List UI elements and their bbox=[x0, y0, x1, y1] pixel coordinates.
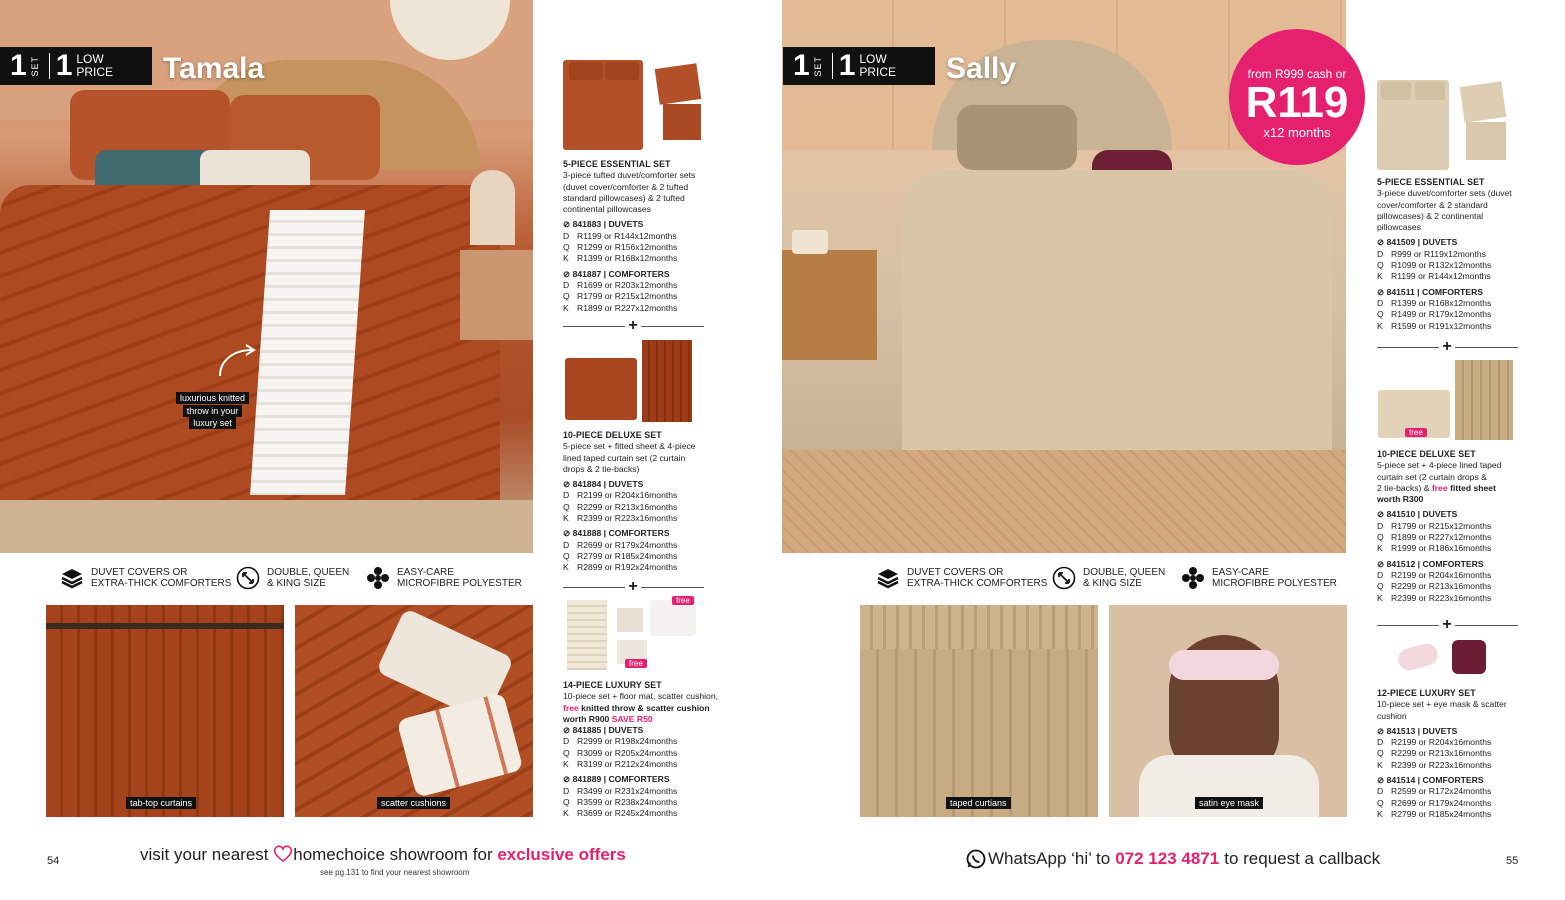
size: D bbox=[1377, 248, 1384, 259]
free-tag: free bbox=[672, 596, 694, 605]
price: R2799 or R185x24months bbox=[1391, 808, 1492, 819]
price: R1899 or R227x12months bbox=[577, 302, 678, 313]
striped-cushion bbox=[397, 692, 524, 798]
price: R1299 or R156x12months bbox=[577, 242, 678, 253]
size: D bbox=[1377, 737, 1384, 748]
scatter-cushions-photo bbox=[295, 605, 533, 817]
photo-caption: tab-top curtains bbox=[126, 797, 196, 809]
set-desc: lined taped curtain set (2 curtain bbox=[563, 452, 686, 463]
save-label: SAVE R50 bbox=[611, 713, 653, 724]
size: Q bbox=[1377, 797, 1384, 808]
code-header: ⊘ 841513 | DUVETS bbox=[1377, 725, 1458, 736]
price: R3099 or R205x24months bbox=[577, 747, 678, 758]
badge-low-price bbox=[859, 53, 896, 79]
olive-cushion bbox=[957, 105, 1077, 170]
product-type: COMFORTERS bbox=[1422, 775, 1484, 786]
curtain-set-image bbox=[1455, 360, 1513, 440]
fibre-cluster-icon bbox=[1181, 566, 1205, 590]
price-row bbox=[563, 736, 723, 747]
resize-arrows-icon bbox=[1052, 566, 1076, 590]
sally-luxury-set bbox=[1377, 688, 1537, 820]
badge-set-label: SET bbox=[29, 55, 40, 77]
product-code: 841511 bbox=[1386, 286, 1415, 297]
set-desc: pillowcases bbox=[1377, 222, 1421, 233]
footer-text: WhatsApp ‘hi’ to bbox=[988, 849, 1111, 868]
price-row bbox=[563, 513, 713, 524]
price-row bbox=[563, 759, 723, 770]
price: R2699 or R179x24months bbox=[1391, 797, 1492, 808]
annotation-line: luxurious knitted bbox=[176, 392, 249, 404]
price-row bbox=[563, 551, 713, 562]
product-code: 841514 bbox=[1386, 775, 1416, 786]
product-type: DUVETS bbox=[608, 479, 644, 490]
size: Q bbox=[1377, 748, 1384, 759]
badge-number: 1 bbox=[10, 49, 27, 82]
price: R1899 or R227x12months bbox=[1391, 532, 1492, 543]
page-number: 54 bbox=[47, 855, 60, 867]
size: K bbox=[563, 562, 569, 573]
badge-divider bbox=[832, 53, 833, 79]
continental-pillowcase-image bbox=[1466, 122, 1506, 160]
product-code: 841510 bbox=[1386, 509, 1416, 520]
set-title: 10-PIECE DELUXE SET bbox=[563, 430, 662, 440]
photo-caption: taped curtians bbox=[946, 797, 1011, 809]
feature-line: EXTRA-THICK COMFORTERS bbox=[91, 578, 232, 589]
price-row bbox=[563, 490, 713, 501]
price: R2399 or R223x16months bbox=[577, 513, 678, 524]
side-table bbox=[460, 250, 533, 340]
product-code: 841885 bbox=[572, 725, 602, 736]
price-row bbox=[1377, 809, 1537, 820]
footer-text: visit your nearest bbox=[140, 845, 274, 864]
price: R1399 or R168x12months bbox=[1391, 297, 1492, 308]
price: R999 or R119x12months bbox=[1391, 248, 1486, 259]
continental-pillowcase-image bbox=[655, 63, 702, 104]
price-row bbox=[1377, 260, 1527, 271]
resize-arrows-icon bbox=[236, 566, 260, 590]
price-row bbox=[1377, 581, 1537, 592]
code-header: ⊘ 841510 | DUVETS bbox=[1377, 509, 1458, 520]
product-code: 841513 bbox=[1386, 725, 1416, 736]
price-row bbox=[1377, 543, 1537, 554]
knitted-throw bbox=[250, 210, 365, 495]
scatter-cushion-image bbox=[1452, 640, 1486, 674]
tamala-essential-set bbox=[563, 159, 713, 314]
feature-sizes bbox=[236, 566, 349, 590]
price-row bbox=[1377, 748, 1537, 759]
footer-highlight: exclusive offers bbox=[497, 845, 626, 864]
code-header: ⊘ 841888 | COMFORTERS bbox=[563, 528, 670, 539]
price-row bbox=[1377, 532, 1537, 543]
plus-icon: + bbox=[1439, 339, 1455, 355]
curtain-valance bbox=[860, 605, 1098, 649]
scatter-cushion-image bbox=[617, 608, 643, 632]
size: D bbox=[1377, 786, 1384, 797]
annotation-line: luxury set bbox=[189, 417, 236, 429]
product-code: 841512 bbox=[1386, 558, 1416, 569]
price: R3199 or R212x24months bbox=[577, 759, 678, 770]
price-row bbox=[563, 291, 713, 302]
footer-subtext: see pg.131 to find your nearest showroom bbox=[320, 868, 470, 877]
fitted-sheet-image bbox=[565, 358, 637, 420]
product-type: COMFORTERS bbox=[1422, 558, 1484, 569]
free-tag: free bbox=[625, 659, 647, 668]
feature-line: & KING SIZE bbox=[1083, 578, 1142, 589]
size: Q bbox=[1377, 260, 1384, 271]
price: R2899 or R192x24months bbox=[577, 562, 678, 573]
set-desc: continental pillowcases bbox=[563, 204, 651, 215]
heart-icon bbox=[273, 845, 293, 862]
set-title: 14-PIECE LUXURY SET bbox=[563, 680, 662, 690]
price: R1399 or R168x12months bbox=[577, 253, 678, 264]
price-from: from R999 cash or bbox=[1247, 67, 1347, 81]
price: R1799 or R215x12months bbox=[1391, 520, 1492, 531]
range-title: Sally bbox=[946, 52, 1017, 85]
price: R1999 or R186x16months bbox=[1391, 543, 1492, 554]
badge-low-price bbox=[76, 53, 113, 79]
feature-duvet-types bbox=[60, 566, 231, 590]
price-row bbox=[1377, 760, 1537, 771]
pillow bbox=[605, 62, 639, 80]
knitted-throw-image bbox=[650, 600, 696, 636]
eye-mask-image bbox=[1396, 641, 1440, 673]
curtain-rod bbox=[46, 623, 284, 629]
badge-price: PRICE bbox=[859, 65, 897, 79]
size: D bbox=[563, 230, 570, 241]
size: Q bbox=[563, 501, 570, 512]
set-desc: 5-piece set + fitted sheet & 4-piece bbox=[563, 441, 696, 452]
set-desc: cushion bbox=[1377, 710, 1407, 721]
size: Q bbox=[1377, 581, 1384, 592]
feature-fabric bbox=[366, 566, 522, 590]
product-type: COMFORTERS bbox=[608, 774, 670, 785]
set-title: 10-PIECE DELUXE SET bbox=[1377, 449, 1476, 459]
essential-set-duvet-image bbox=[1377, 80, 1449, 170]
product-type: DUVETS bbox=[608, 219, 644, 230]
tamala-deluxe-set bbox=[563, 430, 713, 574]
size: D bbox=[1377, 297, 1384, 308]
product-code: 841888 bbox=[572, 528, 602, 539]
feature-sizes bbox=[1052, 566, 1165, 590]
price-row bbox=[1377, 249, 1527, 260]
size: Q bbox=[563, 747, 570, 758]
feature-line: & KING SIZE bbox=[267, 578, 326, 589]
free-label: free bbox=[1431, 482, 1448, 493]
price-row bbox=[1377, 321, 1527, 332]
feature-line: DOUBLE, QUEEN bbox=[1083, 567, 1166, 578]
set-title: 5-PIECE ESSENTIAL SET bbox=[1377, 177, 1485, 187]
price: R1499 or R179x12months bbox=[1391, 309, 1492, 320]
code-header: ⊘ 841885 | DUVETS bbox=[563, 725, 644, 736]
price: R3699 or R245x24months bbox=[577, 808, 678, 819]
price: R2399 or R223x16months bbox=[1391, 592, 1492, 603]
size: K bbox=[563, 513, 569, 524]
eye-mask bbox=[1169, 650, 1279, 680]
set-desc: (duvet cover/comforter & 2 tufted bbox=[563, 181, 689, 192]
size: Q bbox=[1377, 532, 1384, 543]
price: R2399 or R223x16months bbox=[1391, 759, 1492, 770]
price: R1099 or R132x12months bbox=[1391, 260, 1492, 271]
free-label: free bbox=[563, 702, 579, 713]
price-row bbox=[1377, 570, 1537, 581]
badge-low: LOW bbox=[76, 52, 104, 66]
size: D bbox=[563, 539, 570, 550]
nightstand-decor bbox=[792, 230, 828, 254]
size: D bbox=[563, 736, 570, 747]
pillow bbox=[1381, 82, 1411, 100]
price: R1599 or R191x12months bbox=[1391, 320, 1492, 331]
price-row bbox=[563, 562, 713, 573]
size: D bbox=[563, 279, 570, 290]
price: R2299 or R213x16months bbox=[1391, 581, 1492, 592]
set-desc: curtain set (2 curtain drops & bbox=[1377, 471, 1487, 482]
size: K bbox=[1377, 759, 1383, 770]
photo-caption: satin eye mask bbox=[1195, 797, 1263, 809]
price-row bbox=[563, 253, 713, 264]
badge-price: PRICE bbox=[76, 65, 114, 79]
code-header: ⊘ 841884 | DUVETS bbox=[563, 479, 644, 490]
product-type: DUVETS bbox=[608, 725, 644, 736]
price: R1699 or R203x12months bbox=[577, 279, 678, 290]
size: K bbox=[1377, 320, 1383, 331]
pillow bbox=[569, 62, 603, 80]
size: D bbox=[1377, 569, 1384, 580]
price: R2999 or R198x24months bbox=[577, 736, 678, 747]
price-row bbox=[1377, 737, 1537, 748]
feature-line: DUVET COVERS OR bbox=[907, 567, 1004, 578]
size: K bbox=[1377, 592, 1383, 603]
set-desc: worth R900 bbox=[563, 713, 612, 724]
plus-icon: + bbox=[1439, 617, 1455, 633]
one-set-low-price-badge bbox=[783, 47, 935, 85]
pillow bbox=[1415, 82, 1445, 100]
price-row bbox=[1377, 298, 1527, 309]
floor-mat-image bbox=[567, 600, 607, 670]
product-code: 841884 bbox=[572, 479, 602, 490]
price-row bbox=[563, 748, 723, 759]
feature-line: MICROFIBRE POLYESTER bbox=[397, 578, 522, 589]
badge-number: 1 bbox=[838, 49, 856, 82]
price-row bbox=[1377, 798, 1537, 809]
product-type: COMFORTERS bbox=[1421, 286, 1484, 297]
tamala-luxury-set bbox=[563, 680, 723, 820]
price-row bbox=[563, 502, 713, 513]
curtain-set-image bbox=[642, 340, 692, 422]
feature-line: EASY-CARE bbox=[397, 567, 454, 578]
stacked-duvet-icon bbox=[876, 566, 900, 590]
size: K bbox=[1377, 543, 1383, 554]
price-row bbox=[563, 797, 723, 808]
size: K bbox=[1377, 808, 1383, 819]
product-code: 841883 bbox=[572, 219, 602, 230]
continental-pillowcase-image bbox=[1460, 81, 1507, 122]
price-row bbox=[1377, 521, 1537, 532]
stacked-duvet-icon bbox=[60, 566, 84, 590]
code-header: ⊘ 841512 | COMFORTERS bbox=[1377, 558, 1484, 569]
code-header: ⊘ 841509 | DUVETS bbox=[1377, 237, 1458, 248]
size: D bbox=[563, 490, 570, 501]
product-type: DUVETS bbox=[1422, 509, 1458, 520]
rattan-nightstand bbox=[782, 250, 877, 360]
price-row bbox=[1377, 271, 1527, 282]
feature-line: MICROFIBRE POLYESTER bbox=[1212, 578, 1337, 589]
set-desc: drops & 2 tie-backs) bbox=[563, 463, 640, 474]
price-row bbox=[563, 231, 713, 242]
badge-divider bbox=[49, 53, 50, 79]
size: Q bbox=[563, 550, 570, 561]
badge-low: LOW bbox=[859, 52, 887, 66]
plus-icon: + bbox=[625, 318, 641, 334]
price-row bbox=[563, 786, 723, 797]
set-desc: 3-piece duvet/comforter sets (duvet bbox=[1377, 188, 1512, 199]
tab-top-curtains-photo bbox=[46, 605, 284, 817]
price-row bbox=[1377, 309, 1527, 320]
feature-line: EASY-CARE bbox=[1212, 567, 1269, 578]
floor-rug bbox=[0, 500, 533, 553]
product-code: 841509 bbox=[1386, 237, 1416, 248]
set-title: 12-PIECE LUXURY SET bbox=[1377, 688, 1476, 698]
feature-line: EXTRA-THICK COMFORTERS bbox=[907, 578, 1048, 589]
phone-number[interactable]: 072 123 4871 bbox=[1115, 849, 1220, 868]
set-desc: standard pillowcases) & 2 tufted bbox=[563, 192, 685, 203]
price-circle bbox=[1229, 29, 1365, 165]
size: Q bbox=[563, 242, 570, 253]
code-header: ⊘ 841514 | COMFORTERS bbox=[1377, 775, 1484, 786]
satin-eye-mask-photo bbox=[1109, 605, 1347, 817]
size: K bbox=[563, 759, 569, 770]
vase bbox=[470, 170, 515, 245]
sally-essential-set bbox=[1377, 177, 1527, 332]
footer-text: homechoice showroom for bbox=[293, 845, 498, 864]
product-code: 841889 bbox=[572, 774, 602, 785]
essential-set-duvet-image bbox=[563, 60, 643, 150]
price: R3599 or R238x24months bbox=[577, 796, 678, 807]
set-desc: knitted throw & scatter cushion bbox=[578, 702, 710, 713]
price-row bbox=[1377, 786, 1537, 797]
set-desc: cover/comforter & 2 standard bbox=[1377, 199, 1488, 210]
throw-annotation bbox=[176, 392, 249, 430]
price: R2199 or R204x16months bbox=[577, 490, 678, 501]
size: K bbox=[563, 253, 569, 264]
set-desc: 5-piece set + 4-piece lined taped bbox=[1377, 460, 1502, 471]
price: R1199 or R144x12months bbox=[1391, 271, 1491, 282]
price-row bbox=[563, 280, 713, 291]
code-header: ⊘ 841889 | COMFORTERS bbox=[563, 774, 670, 785]
set-desc: worth R300 bbox=[1377, 494, 1424, 505]
set-desc: 10-piece set + floor mat, scatter cushion, bbox=[563, 691, 719, 702]
set-desc: fitted sheet bbox=[1447, 482, 1496, 493]
badge-number: 1 bbox=[793, 49, 810, 82]
size: Q bbox=[563, 796, 570, 807]
feature-duvet-types bbox=[876, 566, 1047, 590]
set-desc: 3-piece tufted duvet/comforter sets bbox=[563, 170, 696, 181]
annotation-line: throw in your bbox=[183, 405, 243, 417]
sally-deluxe-set bbox=[1377, 449, 1537, 604]
set-desc: 10-piece set + eye mask & scatter bbox=[1377, 699, 1507, 710]
woven-rug bbox=[782, 450, 1346, 553]
code-header: ⊘ 841511 | COMFORTERS bbox=[1377, 286, 1484, 297]
curved-arrow-icon bbox=[214, 342, 258, 378]
product-code: 841887 bbox=[572, 268, 602, 279]
code-header: ⊘ 841887 | COMFORTERS bbox=[563, 268, 670, 279]
set-title: 5-PIECE ESSENTIAL SET bbox=[563, 159, 671, 169]
showroom-banner bbox=[140, 845, 626, 865]
plus-icon: + bbox=[625, 579, 641, 595]
price: R2299 or R213x16months bbox=[577, 501, 678, 512]
price: R1199 or R144x12months bbox=[577, 230, 677, 241]
whatsapp-banner bbox=[966, 849, 1380, 869]
size: K bbox=[1377, 271, 1383, 282]
price-row bbox=[563, 242, 713, 253]
price: R2599 or R172x24months bbox=[1391, 786, 1492, 797]
size: K bbox=[563, 302, 569, 313]
price: R2199 or R204x16months bbox=[1391, 737, 1492, 748]
price-amount: R119 bbox=[1245, 78, 1349, 127]
code-header: ⊘ 841883 | DUVETS bbox=[563, 219, 644, 230]
feature-line: DOUBLE, QUEEN bbox=[267, 567, 350, 578]
product-type: COMFORTERS bbox=[608, 268, 670, 279]
product-type: COMFORTERS bbox=[608, 528, 670, 539]
badge-number: 1 bbox=[55, 49, 73, 82]
size: D bbox=[1377, 520, 1384, 531]
price: R2199 or R204x16months bbox=[1391, 569, 1492, 580]
price-row bbox=[563, 808, 723, 819]
price-row bbox=[563, 540, 713, 551]
price-row bbox=[563, 303, 713, 314]
product-type: DUVETS bbox=[1422, 725, 1458, 736]
price: R2799 or R185x24months bbox=[577, 550, 678, 561]
range-title: Tamala bbox=[163, 52, 265, 85]
set-desc: 2 tie-backs) & bbox=[1377, 482, 1432, 493]
price-row bbox=[1377, 593, 1537, 604]
page-number: 55 bbox=[1506, 855, 1519, 867]
size: K bbox=[563, 808, 569, 819]
whatsapp-icon bbox=[966, 849, 986, 869]
size: Q bbox=[563, 291, 570, 302]
continental-pillowcase-image bbox=[663, 104, 701, 140]
price: R2699 or R179x24months bbox=[577, 539, 678, 550]
price: R2299 or R213x16months bbox=[1391, 748, 1492, 759]
feature-fabric bbox=[1181, 566, 1337, 590]
size: D bbox=[563, 785, 570, 796]
product-type: DUVETS bbox=[1422, 237, 1458, 248]
price: R1799 or R215x12months bbox=[577, 291, 678, 302]
feature-line: DUVET COVERS OR bbox=[91, 567, 188, 578]
footer-text: to request a callback bbox=[1224, 849, 1381, 868]
price-months: x12 months bbox=[1263, 125, 1331, 140]
one-set-low-price-badge bbox=[0, 47, 152, 85]
taped-curtains-photo bbox=[860, 605, 1098, 817]
fibre-cluster-icon bbox=[366, 566, 390, 590]
free-tag: free bbox=[1405, 428, 1427, 437]
badge-set-label: SET bbox=[812, 55, 823, 77]
size: Q bbox=[1377, 309, 1384, 320]
set-desc: pillowcases) & 2 continental bbox=[1377, 210, 1484, 221]
price: R3499 or R231x24months bbox=[577, 785, 678, 796]
photo-caption: scatter cushions bbox=[377, 797, 450, 809]
